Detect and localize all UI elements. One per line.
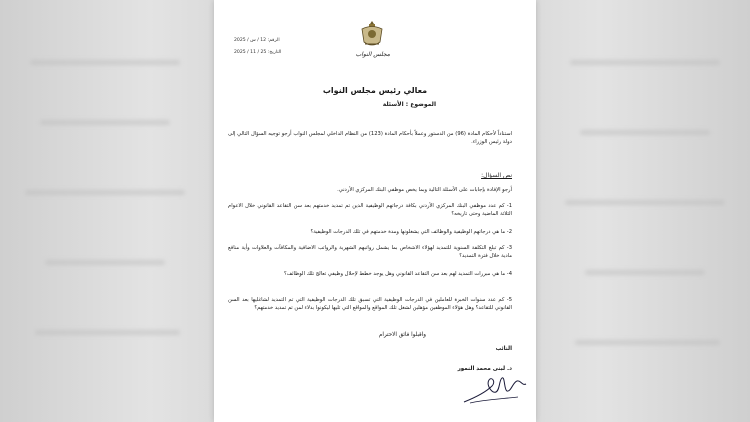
intro-paragraph: استناداً لأحكام المادة (96) من الدستور وعملاً بأحكام المادة (123) من النظام الداخلي لمجلس النواب أرجو توجيه السؤال التالي إلى دولة رئيس الوزراء.	[228, 131, 512, 145]
background-blur-line	[45, 260, 165, 265]
handwritten-signature	[462, 372, 528, 406]
signer-name: د. لبنى محمد النمور	[457, 366, 512, 372]
background-blur-line	[575, 340, 720, 345]
question-heading: نص السؤال:	[481, 172, 512, 179]
date-value: 25 / 11 / 2025	[234, 50, 267, 55]
question-item: 4- ما هي مبررات التمديد لهم بعد سن التقاعد القانوني وهل يوجد خطط لإحلال وظيفي تعالج تلك الوظائف؟	[283, 271, 512, 277]
closing-line: واقبلوا فائق الاحترام	[378, 332, 426, 338]
background-blur-line	[40, 120, 170, 125]
background-blur-line	[585, 270, 705, 275]
signer-title: النائب	[495, 346, 512, 352]
reference-value: 12 / س / 2025	[234, 38, 267, 43]
background-blur-line	[570, 60, 720, 65]
question-item: 1- كم عدد موظفي البنك المركزي الأردني بكافة درجاتهم الوظيفية الذين تم تمديد خدمتهم بعد سن التقاعد القانوني خلال الاعوام الثلاثة الماضية وحتى تاريخه؟	[228, 203, 512, 217]
reference-line	[234, 38, 314, 43]
date-line	[234, 50, 314, 55]
question-item: 2- ما هي درجاتهم الوظيفية والوظائف التي يشغلونها ومدة خدمتهم في تلك الدرجات الوظيفية؟	[310, 229, 512, 235]
letter-page	[214, 0, 536, 422]
background-blur-line	[30, 60, 180, 65]
question-item: 5- كم عدد سنوات الخبرة للعاملين في الدرجات الوظيفية التي تسبق تلك الدرجات الوظيفية التي تم التمديد لشاغليها بعد السن القانوني للتقاعد؟ وهل هؤلاء الموظفين مؤهلين لشغل تلك المواقع والمواقع التي تليها ليكونوا بدلاء لمن تم تمديد خدمتهم؟	[228, 297, 512, 311]
question-intro: أرجو الإفادة بإجابات على الأسئلة التالية وبما يخص موظفي البنك المركزي الأردني.	[337, 187, 512, 193]
background-blur-line	[25, 190, 185, 195]
question-item: 3- كم تبلغ التكلفة السنوية للتمديد لهؤلاء الاشخاص بما يشمل رواتبهم الشهرية والرواتب الاضافية والمكافآت والعلاوات وأية منافع مادية خلال فترة التمديد؟	[228, 245, 512, 259]
reference-label: الرقم:	[267, 38, 280, 43]
background-blur-line	[580, 130, 710, 135]
date-label: التاريخ:	[267, 50, 282, 55]
org-name: مجلس النواب	[355, 51, 390, 58]
background-blur-line	[35, 330, 180, 335]
addressee: معالي رئيس مجلس النواب	[322, 86, 428, 95]
coat-of-arms-icon	[360, 20, 384, 50]
background-blur-line	[565, 200, 725, 205]
subject-line: الموضوع : الأسئلة	[382, 101, 436, 108]
